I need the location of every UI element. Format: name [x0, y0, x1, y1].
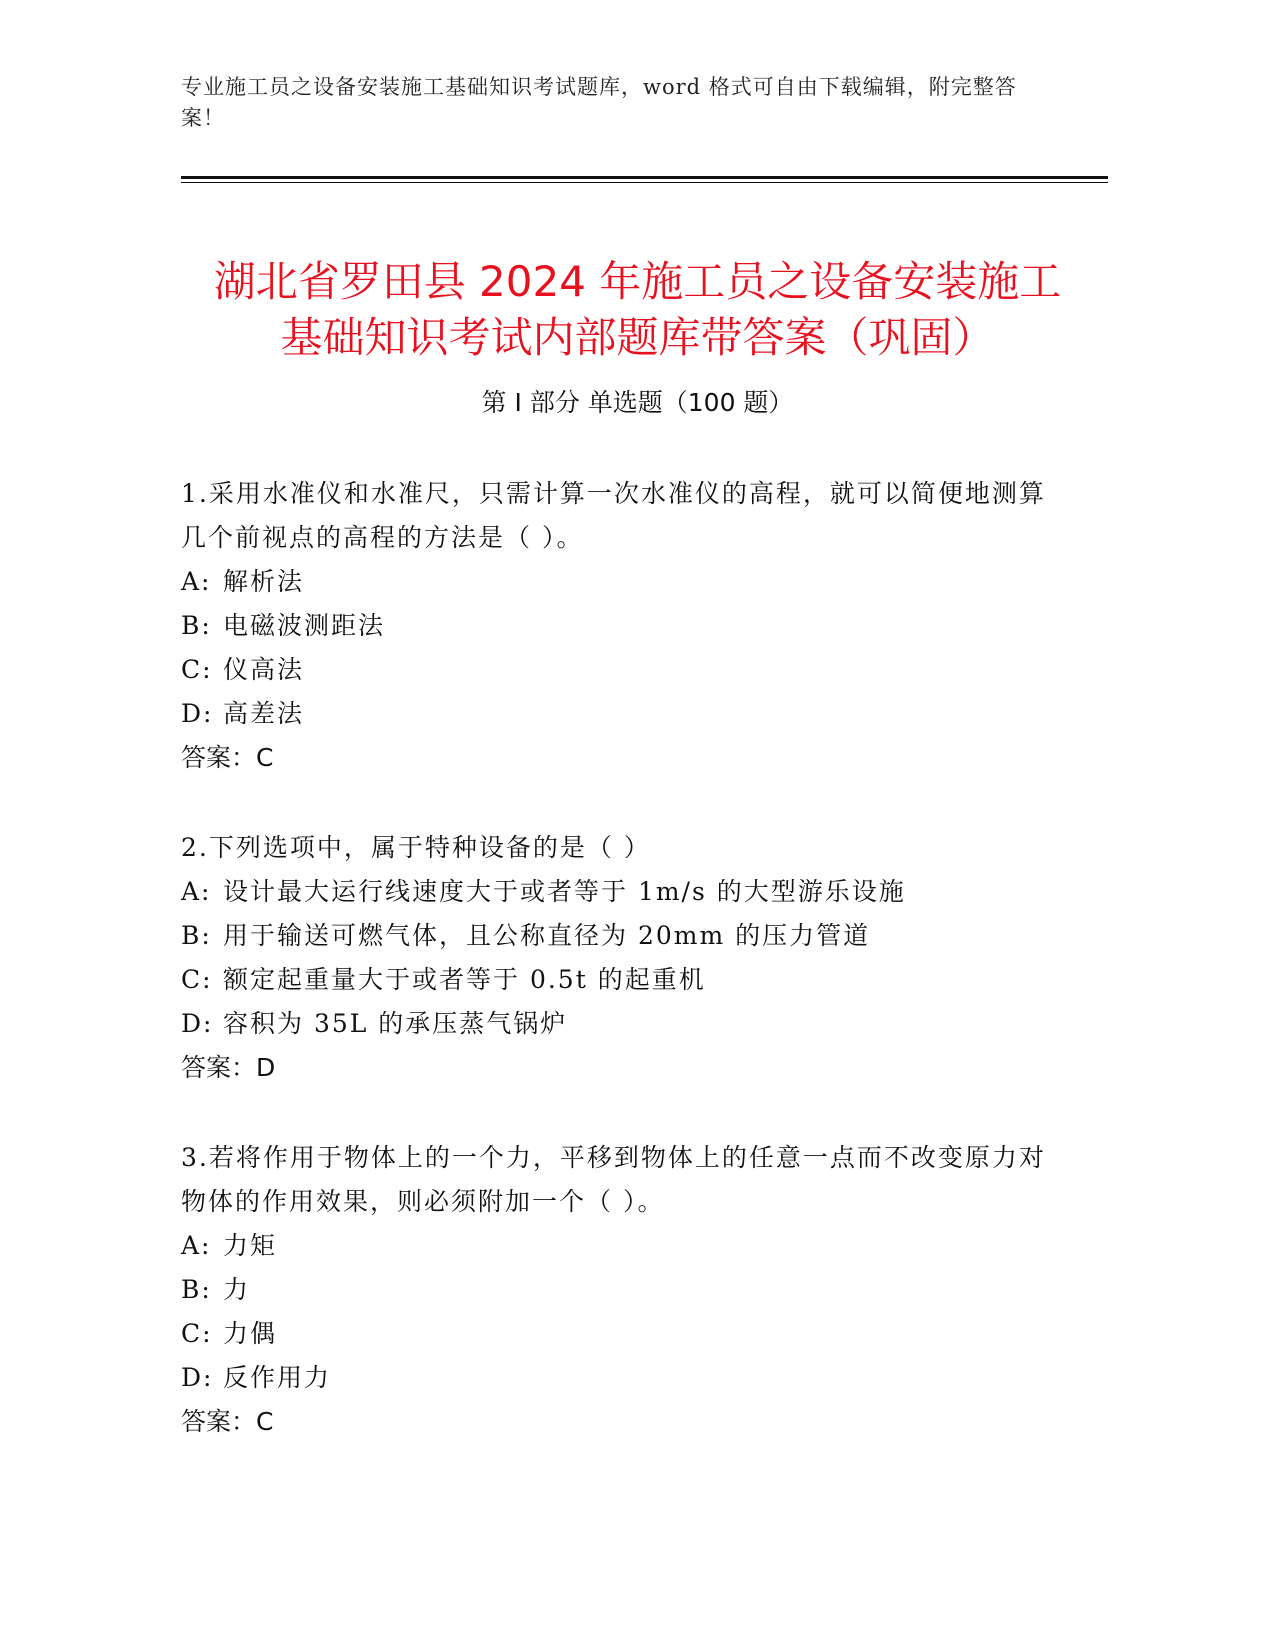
answer: 答案：D — [181, 1053, 276, 1082]
option-text: 仪高法 — [223, 655, 305, 684]
option-text: 力偶 — [223, 1319, 278, 1348]
title-line-2: 基础知识考试内部题库带答案（巩固） — [280, 313, 995, 363]
option-text: 解析法 — [223, 567, 305, 596]
option-letter: B: — [181, 1275, 212, 1304]
option-text: 电磁波测距法 — [223, 611, 386, 640]
answer: 答案：C — [181, 743, 274, 772]
option-letter: B: — [181, 921, 212, 950]
question-stem: 1.采用水准仪和水准尺，只需计算一次水准仪的高程，就可以简便地测算几个前视点的高程的方法是（ ）。 — [181, 479, 1046, 552]
option-c — [181, 648, 1061, 692]
option-d — [181, 1356, 1061, 1400]
question-list — [181, 472, 1061, 1490]
option-text: 力 — [223, 1275, 251, 1304]
option-text: 力矩 — [223, 1231, 278, 1260]
option-letter: C: — [181, 1319, 213, 1348]
option-text: 用于输送可燃气体，且公称直径为 20mm 的压力管道 — [223, 921, 871, 950]
option-letter: A: — [181, 567, 212, 596]
header-note: 专业施工员之设备安装施工基础知识考试题库，word 格式可自由下载编辑，附完整答案！ — [181, 75, 1017, 130]
option-a — [181, 1224, 1061, 1268]
question-3 — [181, 1136, 1061, 1444]
document-title — [150, 254, 1125, 366]
option-b — [181, 914, 1061, 958]
title-line-1: 湖北省罗田县 2024 年施工员之设备安装施工 — [213, 257, 1062, 307]
option-a — [181, 560, 1061, 604]
header-divider-thick — [181, 176, 1108, 179]
option-letter: D: — [181, 1009, 214, 1038]
question-2 — [181, 826, 1061, 1090]
option-letter: A: — [181, 1231, 212, 1260]
answer: 答案：C — [181, 1407, 274, 1436]
option-text: 高差法 — [223, 699, 305, 728]
option-letter: B: — [181, 611, 212, 640]
option-b — [181, 1268, 1061, 1312]
option-text: 额定起重量大于或者等于 0.5t 的起重机 — [223, 965, 706, 994]
option-letter: A: — [181, 877, 212, 906]
option-c — [181, 958, 1061, 1002]
option-c — [181, 1312, 1061, 1356]
option-letter: D: — [181, 699, 214, 728]
section-heading: 第 I 部分 单选题（100 题） — [481, 388, 794, 417]
option-letter: C: — [181, 965, 213, 994]
option-letter: C: — [181, 655, 213, 684]
option-text: 容积为 35L 的承压蒸气锅炉 — [223, 1009, 568, 1038]
question-1 — [181, 472, 1061, 780]
option-d — [181, 692, 1061, 736]
option-text: 设计最大运行线速度大于或者等于 1m/s 的大型游乐设施 — [223, 877, 906, 906]
option-b — [181, 604, 1061, 648]
option-letter: D: — [181, 1363, 214, 1392]
option-d — [181, 1002, 1061, 1046]
option-a — [181, 870, 1061, 914]
question-stem: 3.若将作用于物体上的一个力，平移到物体上的任意一点而不改变原力对物体的作用效果，则必须附加一个（ ）。 — [181, 1143, 1046, 1216]
option-text: 反作用力 — [223, 1363, 332, 1392]
question-stem: 2.下列选项中，属于特种设备的是（ ） — [181, 833, 651, 862]
header-divider-thin — [181, 182, 1108, 183]
